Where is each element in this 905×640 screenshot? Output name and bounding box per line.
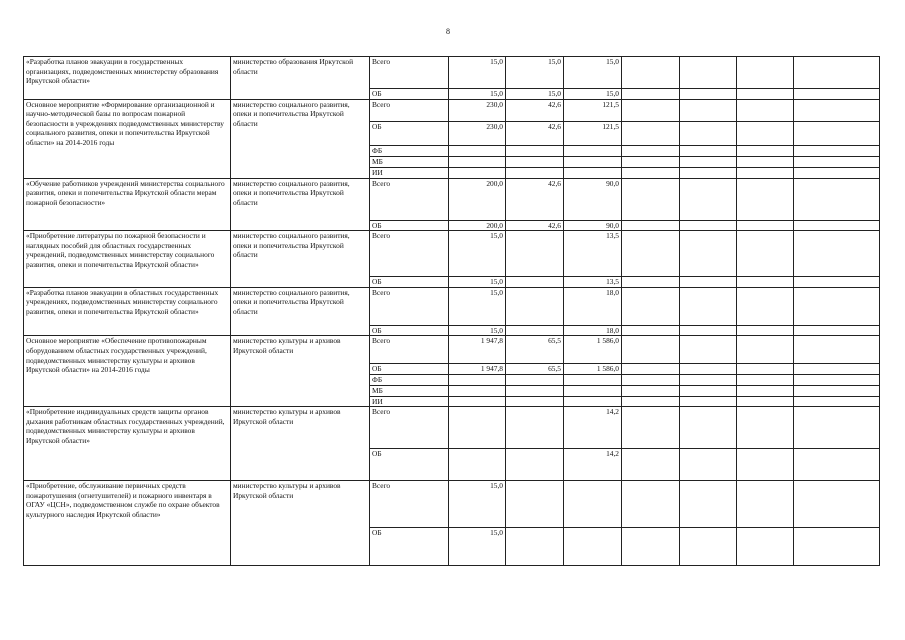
- empty-cell: [680, 220, 737, 231]
- empty-cell: [622, 287, 680, 325]
- empty-cell: [794, 178, 880, 220]
- amount-v2: [506, 481, 564, 528]
- amount-v2: 65,5: [506, 364, 564, 375]
- amount-v1: 15,0: [449, 325, 506, 336]
- amount-v3: 90,0: [564, 220, 622, 231]
- executor: министерство социального развития, опеки и попечительства Иркутской области: [231, 231, 370, 288]
- amount-v3: 18,0: [564, 287, 622, 325]
- amount-v2: 15,0: [506, 57, 564, 89]
- amount-v2: [506, 145, 564, 156]
- empty-cell: [737, 396, 794, 407]
- amount-v1: 200,0: [449, 220, 506, 231]
- empty-cell: [622, 277, 680, 288]
- amount-v1: 230,0: [449, 99, 506, 121]
- empty-cell: [737, 89, 794, 100]
- empty-cell: [680, 277, 737, 288]
- amount-v1: [449, 449, 506, 481]
- empty-cell: [622, 57, 680, 89]
- empty-cell: [680, 325, 737, 336]
- funding-source: ОБ: [370, 277, 449, 288]
- empty-cell: [622, 167, 680, 178]
- amount-v1: 15,0: [449, 287, 506, 325]
- empty-cell: [737, 57, 794, 89]
- amount-v1: 15,0: [449, 277, 506, 288]
- empty-cell: [737, 220, 794, 231]
- amount-v2: 42,6: [506, 99, 564, 121]
- empty-cell: [737, 99, 794, 121]
- empty-cell: [794, 528, 880, 566]
- funding-source: Всего: [370, 57, 449, 89]
- amount-v3: [564, 167, 622, 178]
- empty-cell: [794, 167, 880, 178]
- amount-v3: 15,0: [564, 89, 622, 100]
- empty-cell: [622, 89, 680, 100]
- funding-source: ОБ: [370, 449, 449, 481]
- empty-cell: [680, 89, 737, 100]
- empty-cell: [680, 156, 737, 167]
- funding-source: ИИ: [370, 167, 449, 178]
- empty-cell: [622, 178, 680, 220]
- table-row: [24, 178, 880, 220]
- empty-cell: [794, 89, 880, 100]
- page-number: 8: [446, 27, 450, 36]
- empty-cell: [794, 121, 880, 145]
- empty-cell: [794, 385, 880, 396]
- empty-cell: [737, 325, 794, 336]
- amount-v2: [506, 287, 564, 325]
- measure-name: «Приобретение, обслуживание первичных средств пожаротушения (огнетушителей) и пожарного инвентаря в ОГАУ «ЦСН», подведомственном службе по охране объектов культурного наследия Иркутской области»: [24, 481, 231, 566]
- empty-cell: [794, 449, 880, 481]
- empty-cell: [622, 375, 680, 386]
- amount-v2: 42,6: [506, 121, 564, 145]
- amount-v1: 1 947,8: [449, 364, 506, 375]
- table-row: [24, 407, 880, 449]
- empty-cell: [680, 167, 737, 178]
- executor: министерство социального развития, опеки и попечительства Иркутской области: [231, 178, 370, 231]
- empty-cell: [622, 325, 680, 336]
- amount-v1: 15,0: [449, 57, 506, 89]
- executor: министерство культуры и архивов Иркутской области: [231, 407, 370, 481]
- empty-cell: [622, 396, 680, 407]
- funding-source: ОБ: [370, 364, 449, 375]
- executor: министерство образования Иркутской области: [231, 57, 370, 100]
- measure-name: «Обучение работников учреждений министерства социального развития, опеки и попечительства Иркутской области мерам пожарной безопасности»: [24, 178, 231, 231]
- empty-cell: [737, 364, 794, 375]
- table-row: [24, 231, 880, 277]
- amount-v3: 14,2: [564, 407, 622, 449]
- amount-v3: 13,5: [564, 277, 622, 288]
- amount-v3: [564, 375, 622, 386]
- amount-v1: 15,0: [449, 89, 506, 100]
- table-row: [24, 336, 880, 364]
- empty-cell: [794, 156, 880, 167]
- executor: министерство культуры и архивов Иркутской области: [231, 336, 370, 407]
- empty-cell: [737, 178, 794, 220]
- amount-v3: 121,5: [564, 99, 622, 121]
- table-row: [24, 481, 880, 528]
- measure-name: «Приобретение литературы по пожарной безопасности и наглядных пособий для областных государственных учреждений, подведомственных министерству социального развития, опеки и попечительства Иркутской области»: [24, 231, 231, 288]
- funding-source: ФБ: [370, 145, 449, 156]
- empty-cell: [794, 336, 880, 364]
- measure-name: Основное мероприятие «Формирование организационной и научно-методической базы по вопросам пожарной безопасности в учреждениях подведомственных министерству социального развития, опеки и попечительства Иркутской области» на 2014-2016 годы: [24, 99, 231, 178]
- table-row: [24, 287, 880, 325]
- empty-cell: [794, 277, 880, 288]
- empty-cell: [737, 528, 794, 566]
- empty-cell: [680, 178, 737, 220]
- amount-v2: [506, 231, 564, 277]
- empty-cell: [622, 385, 680, 396]
- measure-name: Основное мероприятие «Обеспечение противопожарным оборудованием областных государственных учреждений, подведомственных министерству культуры и архивов Иркутской области» на 2014-2016 годы: [24, 336, 231, 407]
- measure-name: «Приобретение индивидуальных средств защиты органов дыхания работникам областных государственных учреждений, подведомственных министерству культуры и архивов Иркутской области»: [24, 407, 231, 481]
- empty-cell: [794, 325, 880, 336]
- amount-v2: [506, 325, 564, 336]
- empty-cell: [737, 385, 794, 396]
- empty-cell: [737, 145, 794, 156]
- funding-source: ИИ: [370, 396, 449, 407]
- empty-cell: [680, 231, 737, 277]
- empty-cell: [737, 121, 794, 145]
- funding-source: Всего: [370, 481, 449, 528]
- measure-name: «Разработка планов эвакуации в областных государственных учреждениях, подведомственных министерству социального развития, опеки и попечительства Иркутской области»: [24, 287, 231, 336]
- empty-cell: [794, 220, 880, 231]
- amount-v2: 42,6: [506, 220, 564, 231]
- amount-v3: [564, 145, 622, 156]
- empty-cell: [622, 528, 680, 566]
- amount-v3: 1 586,0: [564, 336, 622, 364]
- table-row: [24, 99, 880, 121]
- empty-cell: [680, 145, 737, 156]
- funding-source: Всего: [370, 407, 449, 449]
- empty-cell: [622, 220, 680, 231]
- empty-cell: [622, 231, 680, 277]
- amount-v3: [564, 385, 622, 396]
- amount-v3: [564, 481, 622, 528]
- amount-v2: [506, 156, 564, 167]
- empty-cell: [622, 481, 680, 528]
- amount-v2: [506, 528, 564, 566]
- funding-source: ОБ: [370, 528, 449, 566]
- empty-cell: [680, 407, 737, 449]
- funding-source: Всего: [370, 231, 449, 277]
- empty-cell: [680, 364, 737, 375]
- empty-cell: [794, 57, 880, 89]
- empty-cell: [680, 396, 737, 407]
- amount-v1: [449, 167, 506, 178]
- empty-cell: [737, 375, 794, 386]
- funding-source: ОБ: [370, 89, 449, 100]
- funding-source: ОБ: [370, 121, 449, 145]
- amount-v1: [449, 407, 506, 449]
- amount-v3: [564, 528, 622, 566]
- funding-source: ФБ: [370, 375, 449, 386]
- amount-v1: [449, 145, 506, 156]
- empty-cell: [622, 407, 680, 449]
- amount-v1: 230,0: [449, 121, 506, 145]
- empty-cell: [794, 99, 880, 121]
- empty-cell: [680, 375, 737, 386]
- funding-source: Всего: [370, 287, 449, 325]
- amount-v2: 15,0: [506, 89, 564, 100]
- program-table: [23, 56, 880, 566]
- empty-cell: [737, 167, 794, 178]
- amount-v1: 200,0: [449, 178, 506, 220]
- empty-cell: [622, 145, 680, 156]
- empty-cell: [794, 481, 880, 528]
- funding-source: Всего: [370, 336, 449, 364]
- amount-v2: [506, 385, 564, 396]
- amount-v2: [506, 396, 564, 407]
- empty-cell: [794, 396, 880, 407]
- amount-v3: 90,0: [564, 178, 622, 220]
- funding-source: МБ: [370, 156, 449, 167]
- empty-cell: [737, 407, 794, 449]
- empty-cell: [622, 99, 680, 121]
- amount-v3: [564, 156, 622, 167]
- empty-cell: [794, 407, 880, 449]
- amount-v1: [449, 375, 506, 386]
- amount-v2: 42,6: [506, 178, 564, 220]
- executor: министерство социального развития, опеки и попечительства Иркутской области: [231, 99, 370, 178]
- funding-source: Всего: [370, 178, 449, 220]
- table-row: [24, 57, 880, 89]
- empty-cell: [680, 481, 737, 528]
- funding-source: МБ: [370, 385, 449, 396]
- empty-cell: [737, 231, 794, 277]
- amount-v1: [449, 385, 506, 396]
- empty-cell: [622, 156, 680, 167]
- amount-v3: 121,5: [564, 121, 622, 145]
- empty-cell: [680, 528, 737, 566]
- amount-v3: 1 586,0: [564, 364, 622, 375]
- executor: министерство социального развития, опеки и попечительства Иркутской области: [231, 287, 370, 336]
- amount-v3: 15,0: [564, 57, 622, 89]
- empty-cell: [794, 364, 880, 375]
- empty-cell: [737, 277, 794, 288]
- empty-cell: [680, 336, 737, 364]
- executor: министерство культуры и архивов Иркутской области: [231, 481, 370, 566]
- amount-v2: [506, 407, 564, 449]
- amount-v2: [506, 277, 564, 288]
- amount-v1: [449, 396, 506, 407]
- amount-v1: 15,0: [449, 481, 506, 528]
- empty-cell: [680, 57, 737, 89]
- empty-cell: [794, 145, 880, 156]
- funding-source: ОБ: [370, 220, 449, 231]
- amount-v3: [564, 396, 622, 407]
- empty-cell: [680, 287, 737, 325]
- empty-cell: [622, 449, 680, 481]
- funding-source: Всего: [370, 99, 449, 121]
- amount-v3: 13,5: [564, 231, 622, 277]
- empty-cell: [680, 449, 737, 481]
- amount-v2: 65,5: [506, 336, 564, 364]
- empty-cell: [794, 231, 880, 277]
- empty-cell: [737, 156, 794, 167]
- amount-v2: [506, 449, 564, 481]
- amount-v1: 15,0: [449, 231, 506, 277]
- empty-cell: [737, 449, 794, 481]
- empty-cell: [794, 287, 880, 325]
- amount-v1: [449, 156, 506, 167]
- amount-v2: [506, 167, 564, 178]
- amount-v1: 1 947,8: [449, 336, 506, 364]
- empty-cell: [622, 364, 680, 375]
- empty-cell: [794, 375, 880, 386]
- amount-v3: 18,0: [564, 325, 622, 336]
- empty-cell: [737, 481, 794, 528]
- empty-cell: [737, 287, 794, 325]
- amount-v3: 14,2: [564, 449, 622, 481]
- empty-cell: [737, 336, 794, 364]
- funding-source: ОБ: [370, 325, 449, 336]
- amount-v1: 15,0: [449, 528, 506, 566]
- amount-v2: [506, 375, 564, 386]
- measure-name: «Разработка планов эвакуации в государственных организациях, подведомственных министерству образования Иркутской области»: [24, 57, 231, 100]
- empty-cell: [622, 336, 680, 364]
- empty-cell: [680, 99, 737, 121]
- empty-cell: [680, 121, 737, 145]
- empty-cell: [622, 121, 680, 145]
- empty-cell: [680, 385, 737, 396]
